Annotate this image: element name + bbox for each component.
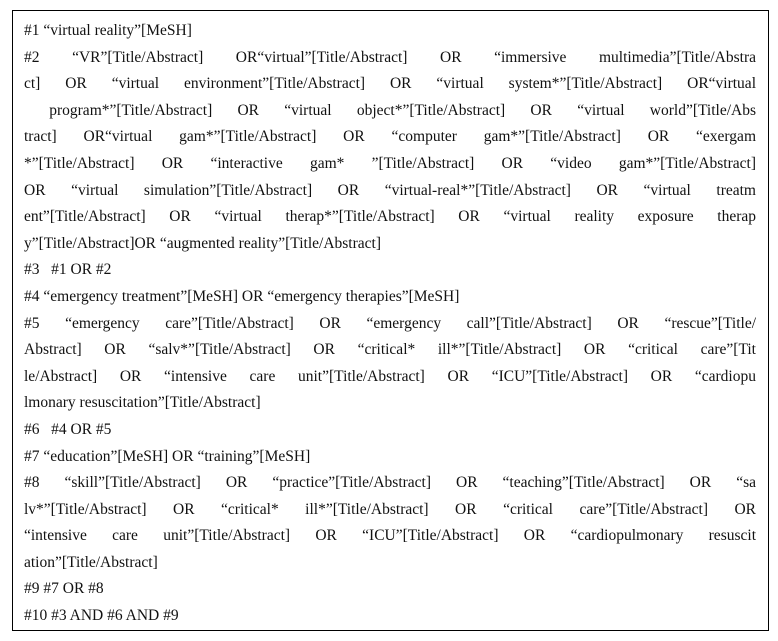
query-line-2: #2 “VR”[Title/Abstract] OR“virtual”[Title/Abstract] OR “immersive multimedia”[Title/Abstra xyxy=(24,48,756,66)
query-line-2-cont: tract] OR“virtual gam*”[Title/Abstract] OR “computer gam*”[Title/Abstract] OR “exergam xyxy=(24,128,756,146)
query-line-7: #7 “education”[MeSH] OR “training”[MeSH] xyxy=(24,447,311,465)
query-line-3: #3 #1 OR #2 xyxy=(24,261,112,279)
query-line-4: #4 “emergency treatment”[MeSH] OR “emergency therapies”[MeSH] xyxy=(24,287,460,305)
query-line-8-cont: lv*”[Title/Abstract] OR “critical* ill*”[Title/Abstract] OR “critical care”[Title/Abstract] OR xyxy=(24,500,756,518)
query-line-5-cont: Abstract] OR “salv*”[Title/Abstract] OR “critical* ill*”[Title/Abstract] OR “critical care”[Tit xyxy=(24,341,756,359)
query-line-5-cont: le/Abstract] OR “intensive care unit”[Title/Abstract] OR “ICU”[Title/Abstract] OR “cardiopu xyxy=(24,367,756,385)
query-line-2-cont: ct] OR “virtual environment”[Title/Abstract] OR “virtual system*”[Title/Abstract] OR“virtual xyxy=(24,75,756,93)
query-line-9: #9 #7 OR #8 xyxy=(24,580,104,598)
query-line-5: #5 “emergency care”[Title/Abstract] OR “emergency call”[Title/Abstract] OR “rescue”[Title/ xyxy=(24,314,756,332)
query-line-5-cont: lmonary resuscitation”[Title/Abstract] xyxy=(24,394,261,412)
query-line-8-cont: ation”[Title/Abstract] xyxy=(24,553,158,571)
query-line-2-cont: ent”[Title/Abstract] OR “virtual therap*”[Title/Abstract] OR “virtual reality exposure therap xyxy=(24,208,756,226)
query-line-2-cont: program*”[Title/Abstract] OR “virtual object*”[Title/Abstract] OR “virtual world”[Title/Abs xyxy=(24,101,756,119)
query-line-2-cont: *”[Title/Abstract] OR “interactive gam* ”[Title/Abstract] OR “video gam*”[Title/Abstract] xyxy=(24,154,756,172)
query-line-10: #10 #3 AND #6 AND #9 xyxy=(24,607,179,625)
query-line-2-cont: y”[Title/Abstract]OR “augmented reality”[Title/Abstract] xyxy=(24,234,381,252)
query-line-6: #6 #4 OR #5 xyxy=(24,420,112,438)
query-line-2-cont: OR “virtual simulation”[Title/Abstract] OR “virtual-real*”[Title/Abstract] OR “virtual treatm xyxy=(24,181,756,199)
query-line-8-cont: “intensive care unit”[Title/Abstract] OR “ICU”[Title/Abstract] OR “cardiopulmonary resuscit xyxy=(24,527,756,545)
query-line-1: #1 “virtual reality”[MeSH] xyxy=(24,22,192,39)
search-strategy-box xyxy=(12,10,769,631)
query-line-8: #8 “skill”[Title/Abstract] OR “practice”[Title/Abstract] OR “teaching”[Title/Abstract] OR “sa xyxy=(24,474,756,492)
